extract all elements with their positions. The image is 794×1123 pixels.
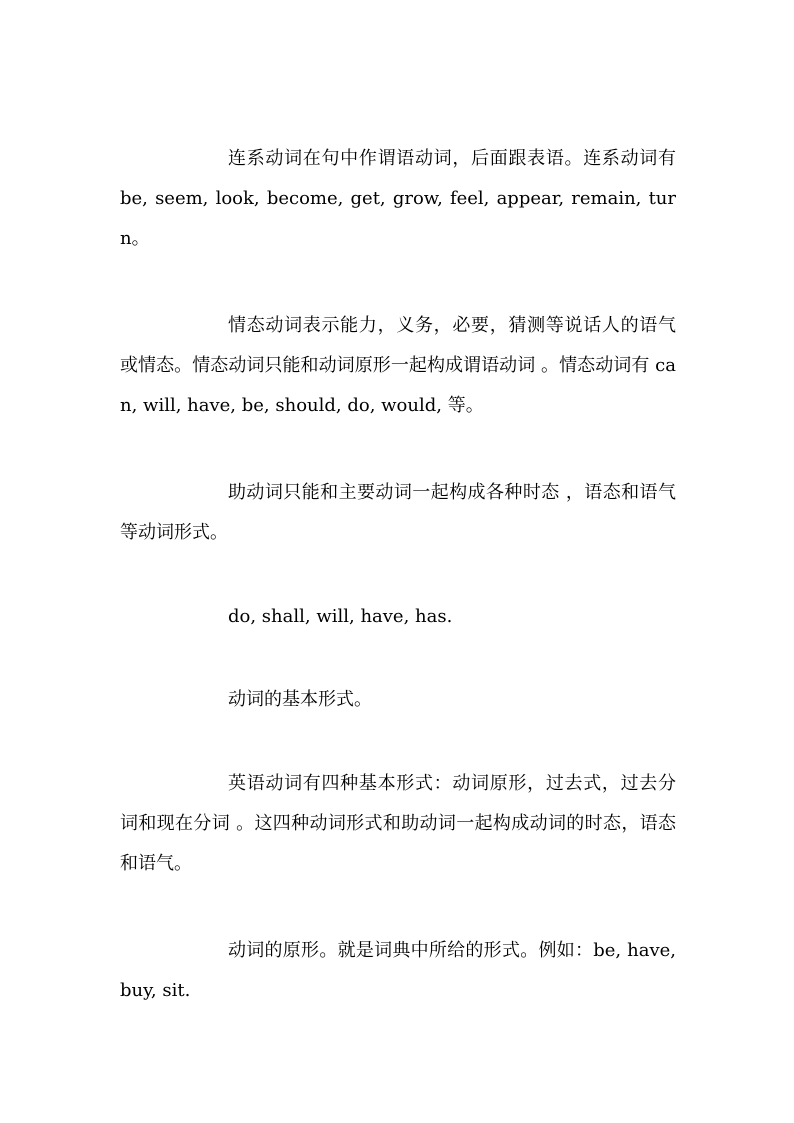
paragraph-auxiliary-verbs: 助动词只能和主要动词一起构成各种时态 ，语态和语气等动词形式。 <box>120 482 676 543</box>
paragraph-four-basic-forms: 英语动词有四种基本形式：动词原形，过去式，过去分词和现在分词 。这四种动词形式和助动词一起构成动词的时态，语态和语气。 <box>120 773 676 874</box>
paragraph-auxiliary-examples: do, shall, will, have, has. <box>228 606 453 627</box>
paragraph-linking-verbs: 连系动词在句中作谓语动词，后面跟表语。连系动词有 be, seem, look, become, get, grow, feel, appear, remain, turn。 <box>120 148 676 249</box>
paragraph-basic-forms-heading: 动词的基本形式。 <box>228 689 372 710</box>
paragraph-base-form: 动词的原形。就是词典中所给的形式。例如：be, have, buy, sit. <box>120 940 676 1001</box>
paragraph-modal-verbs: 情态动词表示能力，义务，必要，猜测等说话人的语气或情态。情态动词只能和动词原形一起构成谓语动词 。情态动词有 can, will, have, be, should, do, would, 等。 <box>120 315 676 416</box>
